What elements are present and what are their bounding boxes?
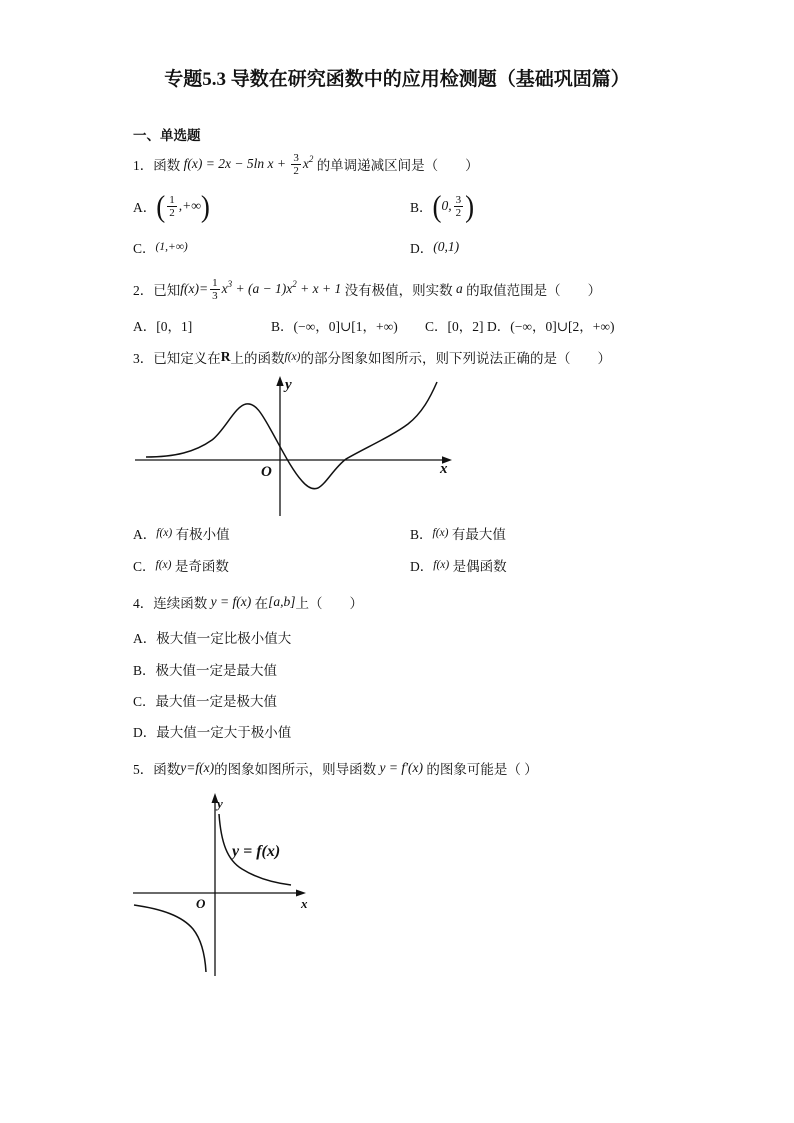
stem-text: 函数	[153, 158, 184, 173]
option-value: (1,+∞)	[155, 241, 188, 253]
stem-text: 的图象如图所示，则导函数	[214, 762, 380, 777]
question-4-option-c: C．最大值一定是极大值	[133, 694, 278, 709]
option-label: C．	[133, 241, 156, 256]
question-number: 5．	[133, 762, 154, 777]
fraction-numerator: 3	[293, 151, 299, 164]
y-axis-arrow	[276, 376, 283, 386]
fraction-numerator: 1	[212, 276, 218, 289]
question-3-graph	[130, 370, 460, 522]
option-text: 有最大值	[448, 527, 506, 542]
interval: [a,b]	[268, 594, 296, 609]
stem-text: 在	[251, 596, 269, 611]
option-label: A．	[133, 527, 157, 542]
math-expression	[222, 281, 342, 297]
math-term: + x + 1	[296, 281, 342, 296]
paren-close: )	[200, 188, 210, 224]
question-1-stem	[133, 148, 479, 180]
question-2-option-d: D．(−∞，0]∪[2，+∞)	[487, 319, 615, 334]
option-value: (0,1)	[433, 239, 460, 254]
math-base: x	[221, 281, 228, 296]
stem-text: 已知定义在	[153, 351, 221, 366]
question-2-stem	[133, 273, 601, 305]
page-title: 专题5.3 导数在研究函数中的应用检测题（基础巩固篇）	[164, 69, 630, 90]
function-curve	[146, 382, 437, 489]
question-3-stem	[133, 341, 611, 373]
math-exponent: 3	[227, 279, 233, 289]
math-exponent: 2	[308, 154, 314, 164]
option-label: B．	[410, 527, 433, 542]
stem-text: 的图象可能是（ ）	[423, 762, 538, 777]
math-expression: y=f(x)	[180, 760, 215, 775]
question-number: 1．	[133, 158, 154, 173]
option-value: 0,	[441, 198, 452, 213]
fraction-denominator: 2	[455, 206, 462, 219]
question-1-option-b	[410, 190, 474, 222]
math-exponent: 2	[292, 279, 297, 289]
option-label: C．	[133, 559, 156, 574]
option-label: A．	[133, 200, 157, 215]
question-number: 4．	[133, 596, 154, 611]
stem-text: 的取值范围是（ ）	[462, 283, 602, 298]
math-term: + (a − 1)x	[232, 281, 293, 296]
question-number: 2．	[133, 283, 154, 298]
math-expression: f(x) = 2x − 5ln x +	[183, 156, 290, 171]
origin-label: O	[261, 464, 272, 480]
option-text: 有极小值	[172, 527, 230, 542]
fraction-denominator: 2	[169, 206, 175, 219]
question-4-option-a: A．极大值一定比极小值大	[133, 631, 292, 646]
option-label: D．	[410, 559, 434, 574]
x-axis-label: x	[440, 461, 448, 477]
fraction-numerator: 3	[455, 193, 462, 206]
option-text: 是偶函数	[449, 559, 507, 574]
question-5-graph	[128, 786, 324, 980]
real-set-symbol: R	[220, 349, 231, 364]
stem-text: 连续函数	[153, 596, 211, 611]
question-1-option-a	[133, 190, 210, 222]
math-expression: f(x)	[284, 351, 301, 363]
question-4-option-d: D．最大值一定大于极小值	[133, 725, 292, 740]
fraction	[291, 152, 301, 177]
paren-close: )	[465, 188, 475, 224]
curve-label: y = f(x)	[232, 843, 281, 860]
stem-text: 上（ ）	[295, 596, 363, 611]
stem-text: 已知	[153, 283, 181, 298]
fraction	[454, 194, 464, 219]
fraction	[167, 194, 177, 219]
question-4-option-b: B．极大值一定是最大值	[133, 663, 278, 678]
paren-open: (	[156, 188, 166, 224]
question-3-option-a	[133, 517, 230, 549]
stem-text: 的部分图象如图所示，则下列说法正确的是（ ）	[300, 351, 611, 366]
stem-text: 的单调递减区间是（ ）	[313, 158, 479, 173]
fraction	[210, 277, 220, 302]
curve-left-branch	[134, 905, 206, 972]
stem-text: 上的函数	[230, 351, 285, 366]
origin-label: O	[196, 896, 206, 911]
y-axis-label: y	[217, 796, 223, 811]
fraction-numerator: 1	[169, 193, 175, 206]
math-power	[303, 156, 314, 172]
question-number: 3．	[133, 351, 154, 366]
math-variable: a	[456, 281, 463, 296]
question-3-option-d	[410, 549, 507, 581]
question-3-option-b	[410, 517, 506, 549]
math-base: x	[302, 156, 309, 171]
paren-open: (	[432, 188, 442, 224]
stem-text: 函数	[153, 762, 181, 777]
question-2-option-a: A．[0，1]	[133, 319, 193, 334]
math-expression: y = f′(x)	[379, 760, 424, 775]
math-expression: f(x)	[156, 527, 173, 539]
question-1-option-c	[133, 231, 188, 263]
math-expression: f(x)=	[180, 281, 209, 296]
stem-text: 没有极值，则实数	[341, 283, 457, 298]
question-5-stem	[133, 752, 538, 784]
x-axis-label: x	[301, 896, 308, 911]
option-label: B．	[410, 200, 433, 215]
y-axis-label: y	[285, 377, 292, 393]
math-expression: f(x)	[433, 559, 450, 571]
option-value: ,+∞	[178, 198, 201, 213]
question-2-option-c: C．[0，2]	[425, 319, 484, 334]
option-label: D．	[410, 241, 434, 256]
question-3-option-c	[133, 549, 229, 581]
question-1-option-d	[410, 231, 459, 263]
fraction-denominator: 2	[293, 164, 299, 177]
section-heading: 一、单选题	[133, 128, 201, 143]
option-text: 是奇函数	[171, 559, 229, 574]
math-expression: f(x)	[432, 527, 449, 539]
math-expression: y = f(x)	[210, 594, 252, 609]
math-expression: f(x)	[155, 559, 172, 571]
question-2-option-b: B．(−∞，0]∪[1，+∞)	[271, 319, 398, 334]
fraction-denominator: 3	[212, 289, 218, 302]
question-4-stem	[133, 586, 363, 618]
